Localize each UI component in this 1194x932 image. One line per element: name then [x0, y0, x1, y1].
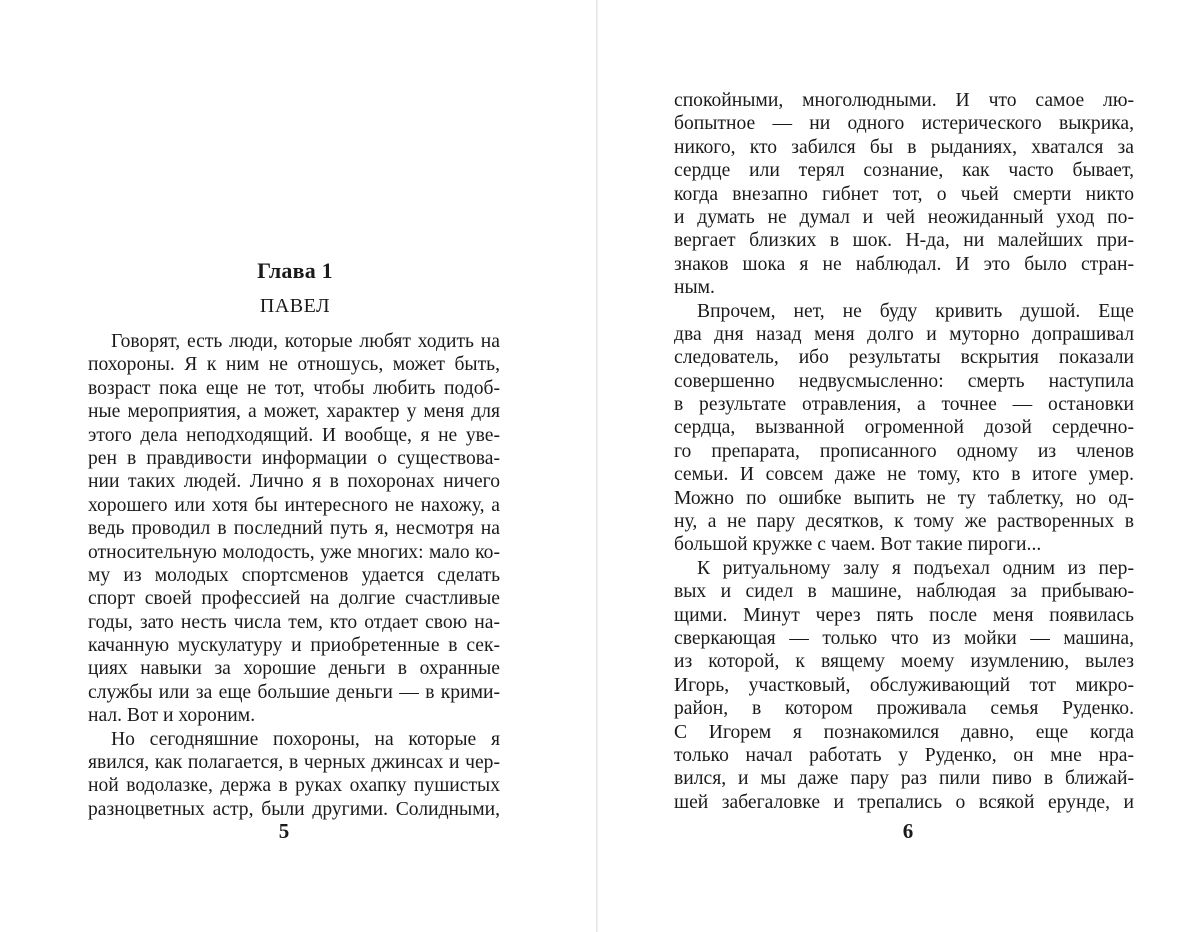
- text-line: возраст пока еще не тот, чтобы любить подоб-: [88, 377, 500, 399]
- text-line: семьи. И совсем даже не тому, кто в итоге умер.: [674, 464, 1134, 486]
- text-line: ведь проводил в последний путь я, несмотря на: [88, 518, 500, 540]
- text-line: му из молодых спортсменов удается сделать: [88, 564, 500, 586]
- text-line: вергает близких в шок. Н-да, ни малейших при-: [674, 230, 1134, 252]
- text-line: явился, как полагается, в черных джинсах и чер-: [88, 752, 500, 774]
- right-page-text: [674, 89, 1134, 814]
- text-line: К ритуальному залу я подъехал одним из пер-: [697, 557, 1134, 579]
- right-page: [598, 0, 1194, 932]
- text-line: похороны. Я к ним не отношусь, может быть,: [88, 354, 500, 376]
- text-line: сердца, вызванной огроменной дозой сердечно-: [674, 417, 1134, 439]
- text-line: вился, и мы даже пару раз пили пиво в ближай-: [674, 768, 1134, 790]
- text-line: Впрочем, нет, не буду кривить душой. Еще: [697, 300, 1134, 322]
- text-line: Но сегодняшние похороны, на которые я: [111, 728, 500, 750]
- text-line: нал. Вот и хороним.: [88, 705, 256, 727]
- text-line: вых и сидел в машине, наблюдая за прибываю-: [674, 581, 1134, 603]
- text-line: С Игорем я познакомился давно, еще когда: [674, 721, 1134, 743]
- text-line: службы или за еще большие деньги — в крими-: [88, 681, 500, 703]
- text-line: ну, а не пару десятков, к тому же растворенных в: [674, 511, 1134, 533]
- text-line: когда внезапно гибнет тот, о чьей смерти никто: [674, 183, 1134, 205]
- text-line: го препарата, прописанного одному из членов: [674, 440, 1134, 462]
- text-line: совершенно недвусмысленно: смерть наступила: [674, 370, 1134, 392]
- text-line: щими. Минут через пять после меня появилась: [674, 604, 1134, 626]
- page-number: 6: [902, 819, 914, 843]
- page-number: 5: [278, 819, 290, 843]
- text-line: большой кружке с чаем. Вот такие пироги...: [674, 534, 1042, 556]
- text-line: циях навыки за хорошие деньги в охранные: [88, 658, 500, 680]
- text-line: сверкающая — только что из мойки — машина,: [674, 627, 1134, 649]
- text-line: качанную мускулатуру и приобретенные в сек-: [88, 635, 500, 657]
- left-page-text: [88, 330, 500, 821]
- text-line: шей забегаловке и трепались о всякой ерунде, и: [674, 791, 1134, 813]
- text-line: нии таких людей. Лично я в похоронах ничего: [88, 471, 500, 493]
- chapter-subtitle: ПАВЕЛ: [259, 295, 331, 317]
- text-line: спокойными, многолюдными. И что самое лю-: [674, 90, 1134, 111]
- text-line: спорт своей профессией на долгие счастливые: [88, 588, 500, 610]
- text-line: ным.: [674, 277, 715, 299]
- text-line: район, в котором проживала семья Руденко.: [674, 698, 1134, 720]
- text-line: ные мероприятия, а может, характер у меня для: [88, 401, 500, 423]
- text-line: Можно по ошибке выпить не ту таблетку, но од-: [674, 487, 1134, 509]
- text-line: два дня назад меня долго и муторно допрашивал: [674, 323, 1134, 345]
- text-line: сердце или терял сознание, как часто бывает,: [674, 160, 1134, 182]
- text-line: разноцветных астр, были другими. Солидными,: [88, 798, 500, 820]
- text-line: в результате отравления, а точнее — остановки: [674, 394, 1134, 416]
- text-line: Игорь, участковый, обслуживающий тот микро-: [674, 674, 1134, 696]
- text-line: рен в правдивости информации о существова-: [88, 447, 500, 469]
- text-line: следователь, ибо результаты вскрытия показали: [674, 347, 1134, 369]
- text-line: знаков шока я не наблюдал. И это было стран-: [674, 253, 1134, 275]
- text-line: годы, зато несть числа тем, кто отдает свою на-: [88, 611, 500, 633]
- text-line: бопытное — ни одного истерического выкрика,: [674, 113, 1134, 135]
- left-page: [0, 0, 596, 932]
- text-line: из которой, к вящему моему изумлению, вылез: [674, 651, 1134, 673]
- text-line: Говорят, есть люди, которые любят ходить на: [111, 331, 500, 352]
- text-line: относительную молодость, уже многих: мало ко-: [88, 541, 500, 563]
- text-line: никого, кто забился бы в рыданиях, хватался за: [674, 136, 1134, 158]
- text-line: этого дела неподходящий. И вообще, я не уве-: [88, 424, 500, 446]
- text-line: хорошего или хотя бы интересного не нахожу, а: [88, 494, 500, 516]
- text-line: только начал работать у Руденко, он мне нра-: [674, 744, 1134, 766]
- chapter-title: Глава 1: [257, 258, 333, 283]
- text-line: и думать не думал и чей неожиданный уход по-: [674, 206, 1134, 228]
- text-line: ной водолазке, держа в руках охапку пушистых: [88, 775, 500, 797]
